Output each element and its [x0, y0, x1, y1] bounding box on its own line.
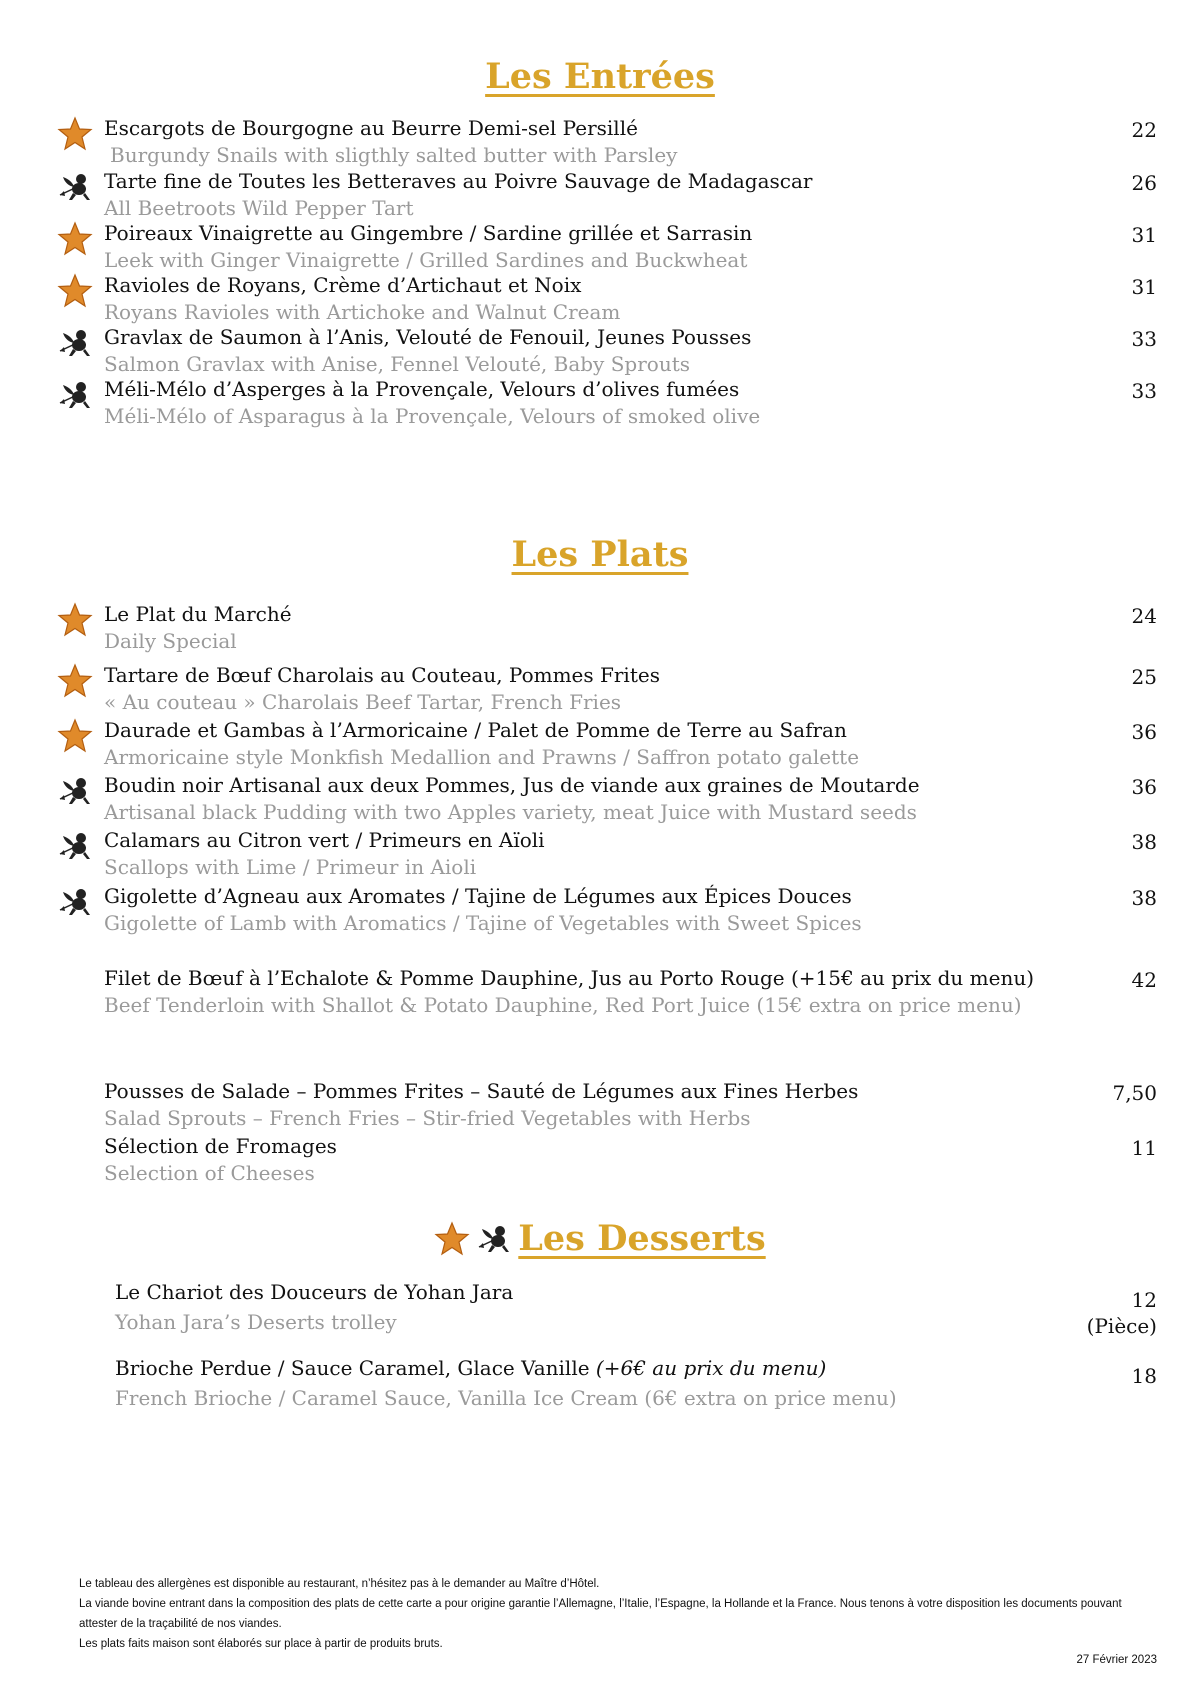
dessert-name-fr: Le Chariot des Douceurs de Yohan Jara — [115, 1280, 514, 1304]
dish-name-en: Royans Ravioles with Artichoke and Walnut Cream — [104, 300, 621, 324]
dessert-name-en: Yohan Jara’s Deserts trolley — [115, 1310, 397, 1334]
dish-price: 22 — [1131, 118, 1157, 142]
menu-date: 27 Février 2023 — [1076, 1654, 1157, 1666]
side-name-fr: Pousses de Salade – Pommes Frites – Sauté de Légumes aux Fines Herbes — [104, 1079, 859, 1103]
star-icon — [57, 221, 93, 257]
cupid-icon — [57, 169, 93, 205]
dish-name-fr: Méli-Mélo d’Asperges à la Provençale, Velours d’olives fumées — [104, 377, 740, 401]
dessert-name-fr-text: Brioche Perdue / Sauce Caramel, Glace Vanille — [115, 1356, 590, 1380]
desserts-header — [0, 1218, 1200, 1261]
side-price: 7,50 — [1112, 1081, 1157, 1105]
dish-name-en: « Au couteau » Charolais Beef Tartar, French Fries — [104, 690, 622, 714]
dish-price: 38 — [1131, 886, 1157, 910]
dish-name-fr: Calamars au Citron vert / Primeurs en Aïoli — [104, 828, 545, 852]
dish-price: 24 — [1131, 604, 1157, 628]
dish-name-en: Leek with Ginger Vinaigrette / Grilled Sardines and Buckwheat — [104, 248, 748, 272]
dish-price: 42 — [1131, 968, 1157, 992]
dessert-price: 12 — [1131, 1288, 1157, 1312]
dish-name-fr: Daurade et Gambas à l’Armoricaine / Palet de Pomme de Terre au Safran — [104, 718, 847, 742]
dish-name-en: Scallops with Lime / Primeur in Aioli — [104, 855, 477, 879]
dish-name-en: Armoricaine style Monkfish Medallion and Prawns / Saffron potato galette — [104, 745, 860, 769]
plats-title: Les Plats — [511, 534, 689, 575]
dish-price: 33 — [1131, 379, 1157, 403]
cupid-icon — [476, 1221, 512, 1257]
side-name-fr: Sélection de Fromages — [104, 1134, 337, 1158]
dessert-price-note: (Pièce) — [1086, 1314, 1157, 1338]
dish-price: 31 — [1131, 223, 1157, 247]
side-name-en: Salad Sprouts – French Fries – Stir-fried Vegetables with Herbs — [104, 1106, 751, 1130]
footer-homemade: Les plats faits maison sont élaborés sur place à partir de produits bruts. — [79, 1638, 443, 1650]
dish-name-en: All Beetroots Wild Pepper Tart — [104, 196, 414, 220]
dessert-name-fr-note: (+6€ au prix du menu) — [595, 1356, 827, 1380]
footer-allergens: Le tableau des allergènes est disponible au restaurant, n’hésitez pas à le demander au Maître d’Hôtel. — [79, 1578, 600, 1590]
cupid-icon — [57, 377, 93, 413]
cupid-icon — [57, 828, 93, 864]
dish-name-fr: Tartare de Bœuf Charolais au Couteau, Pommes Frites — [104, 663, 660, 687]
star-icon — [434, 1221, 470, 1257]
cupid-icon — [57, 884, 93, 920]
star-icon — [57, 116, 93, 152]
dessert-price: 18 — [1131, 1364, 1157, 1388]
star-icon — [57, 602, 93, 638]
dish-name-fr: Boudin noir Artisanal aux deux Pommes, Jus de viande aux graines de Moutarde — [104, 773, 920, 797]
dish-name-en: Gigolette of Lamb with Aromatics / Tajine of Vegetables with Sweet Spices — [104, 911, 862, 935]
footer-meat-origin: La viande bovine entrant dans la composition des plats de cette carte a pour origine garantie l’Allemagne, l’Italie, l’Espagne, la Hollande et la France. Nous tenons à votre disposition les documents pouvant attester de la traçabilité de nos viandes. — [79, 1598, 1122, 1630]
side-name-en: Selection of Cheeses — [104, 1161, 315, 1185]
dish-name-fr: Gigolette d’Agneau aux Aromates / Tajine de Légumes aux Épices Douces — [104, 884, 852, 908]
dish-price: 36 — [1131, 720, 1157, 744]
dish-name-fr: Filet de Bœuf à l’Echalote & Pomme Dauphine, Jus au Porto Rouge (+15€ au prix du menu) — [104, 966, 1035, 990]
dish-price: 31 — [1131, 275, 1157, 299]
star-icon — [57, 718, 93, 754]
dessert-name-fr — [115, 1356, 826, 1380]
cupid-icon — [57, 325, 93, 361]
dish-name-en: Burgundy Snails with sligthly salted butter with Parsley — [110, 143, 678, 167]
dish-price: 36 — [1131, 775, 1157, 799]
dish-price: 26 — [1131, 171, 1157, 195]
dessert-name-en: French Brioche / Caramel Sauce, Vanilla Ice Cream (6€ extra on price menu) — [115, 1386, 897, 1410]
desserts-title: Les Desserts — [518, 1218, 766, 1259]
star-icon — [57, 273, 93, 309]
dish-price: 25 — [1131, 665, 1157, 689]
side-price: 11 — [1131, 1136, 1157, 1160]
dish-name-fr: Tarte fine de Toutes les Betteraves au Poivre Sauvage de Madagascar — [104, 169, 813, 193]
dish-price: 33 — [1131, 327, 1157, 351]
dish-name-en: Méli-Mélo of Asparagus à la Provençale, Velours of smoked olive — [104, 404, 761, 428]
dish-name-en: Beef Tenderloin with Shallot & Potato Dauphine, Red Port Juice (15€ extra on price menu) — [104, 993, 1022, 1017]
dish-name-fr: Poireaux Vinaigrette au Gingembre / Sardine grillée et Sarrasin — [104, 221, 753, 245]
dish-name-en: Artisanal black Pudding with two Apples variety, meat Juice with Mustard seeds — [104, 800, 917, 824]
star-icon — [57, 663, 93, 699]
cupid-icon — [57, 773, 93, 809]
dish-name-fr: Escargots de Bourgogne au Beurre Demi-sel Persillé — [104, 116, 638, 140]
dish-name-en: Daily Special — [104, 629, 237, 653]
dish-name-fr: Gravlax de Saumon à l’Anis, Velouté de Fenouil, Jeunes Pousses — [104, 325, 752, 349]
footer-notes — [79, 1574, 1159, 1654]
dish-name-en: Salmon Gravlax with Anise, Fennel Velouté, Baby Sprouts — [104, 352, 690, 376]
dish-name-fr: Le Plat du Marché — [104, 602, 292, 626]
dish-name-fr: Ravioles de Royans, Crème d’Artichaut et Noix — [104, 273, 582, 297]
entrees-title: Les Entrées — [485, 56, 715, 97]
dish-price: 38 — [1131, 830, 1157, 854]
